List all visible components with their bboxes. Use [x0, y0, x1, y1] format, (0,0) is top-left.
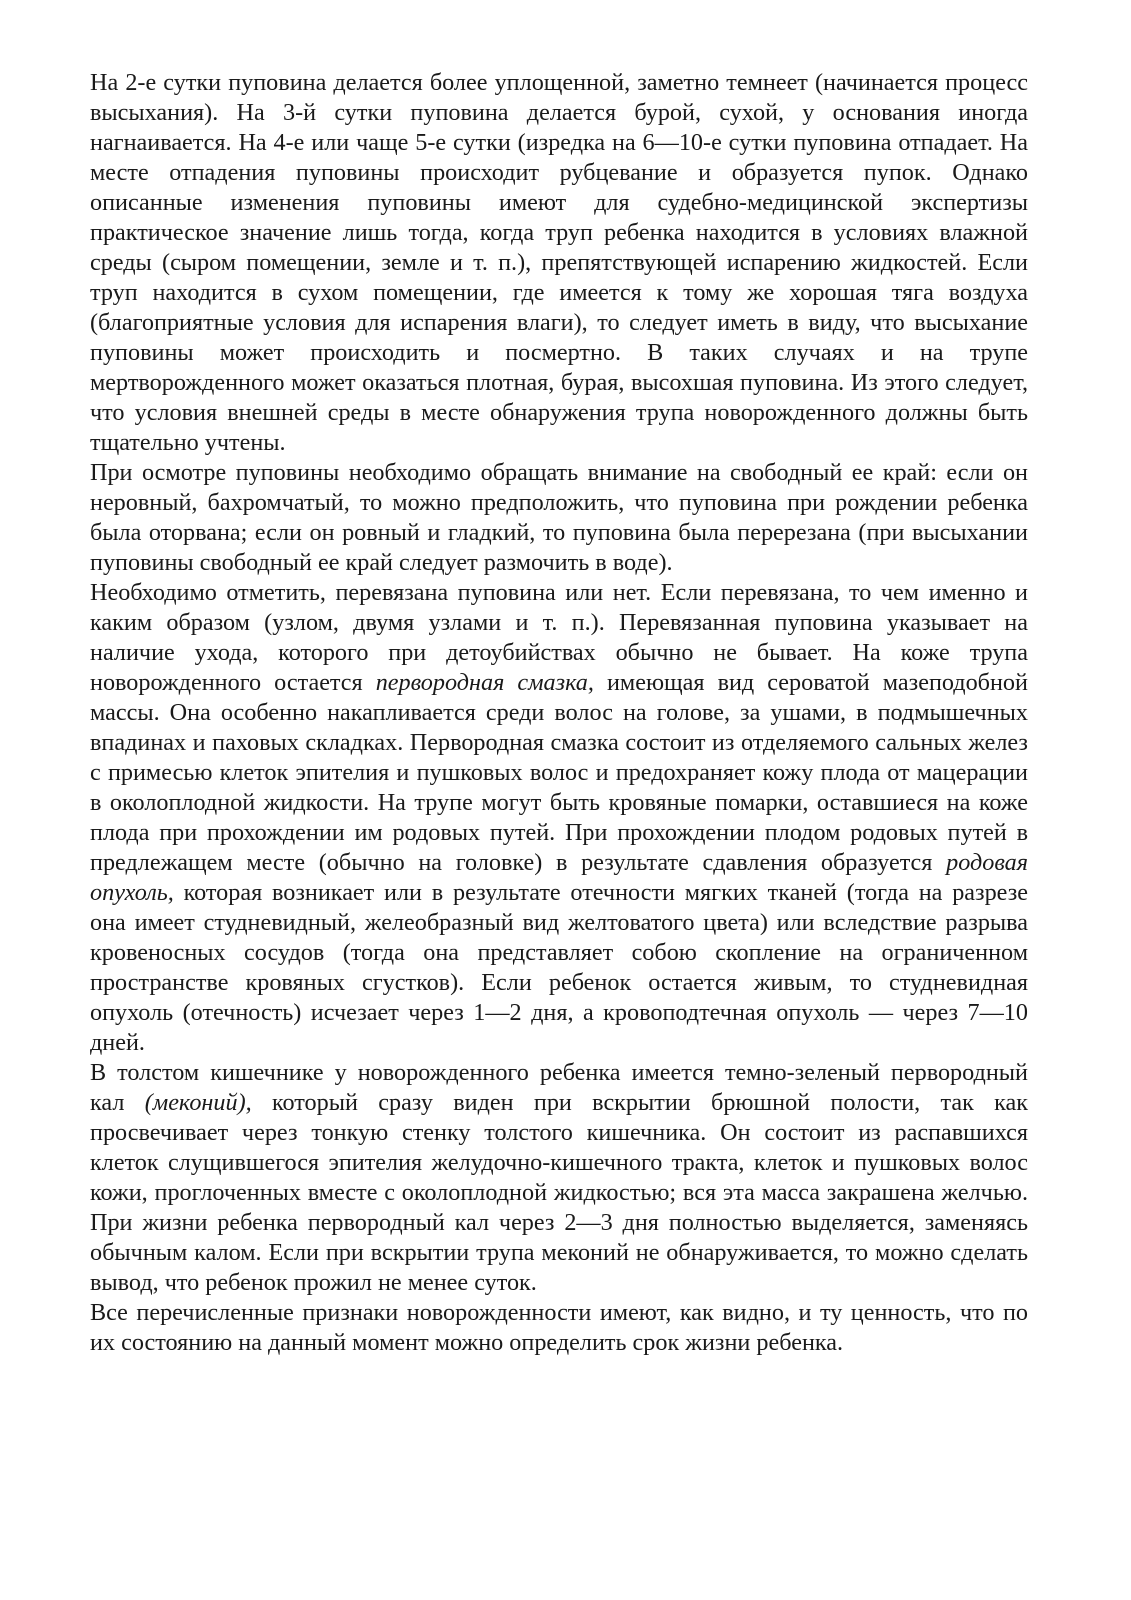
paragraph-text: которая возникает или в результате отечности мягких тканей (тогда на разрезе она имеет студневидный, желеобразный вид желтоватого цвета) или вследствие разрыва кровеносных сосудов (тогда она представляет собою скопление на ограниченном пространстве кровяных сгустков). Если ребенок остается живым, то студневидная опухоль (отечность) исчезает через 1—2 дня, а кровоподтечная опухоль — через 7—10 дней. [90, 879, 1028, 1056]
paragraph-text: имеющая вид сероватой мазеподобной массы. Она особенно накапливается среди волос на голове, за ушами, в подмышечных впадинах и паховых складках. Первородная смазка состоит из отделяемого сальных желез с примесью клеток эпителия и пушковых волос и предохраняет кожу плода от мацерации в околоплодной жидкости. На трупе могут быть кровяные помарки, оставшиеся на коже плода при прохождении им родовых путей. При прохождении плодом родовых путей в предлежащем месте (обычно на головке) в результате сдавления образуется [90, 669, 1028, 876]
paragraph-text: который сразу виден при вскрытии брюшной полости, так как просвечивает через тонкую стенку толстого кишечника. Он состоит из распавшихся клеток слущившегося эпителия желудочно-кишечного тракта, клеток и пушковых волос кожи, проглоченных вместе с околоплодной жидкостью; вся эта масса закрашена желчью. При жизни ребенка первородный кал через 2—3 дня полностью выделяется, заменяясь обычным калом. Если при вскрытии трупа меконий не обнаруживается, то можно сделать вывод, что ребенок прожил не менее суток. [90, 1089, 1028, 1296]
italic-term-vernix: первородная смазка, [375, 669, 594, 696]
italic-term-meconium: (меконий), [144, 1089, 252, 1116]
italic-term-birth-tumor: родовая опухоль, [90, 849, 1028, 906]
paragraph-cord-free-edge [90, 458, 1028, 578]
paragraph-text: При осмотре пуповины необходимо обращать внимание на свободный ее край: если он неровный, бахромчатый, то можно предположить, что пуповина при рождении ребенка была оторвана; если он ровный и гладкий, то пуповина была перерезана (при высыхании пуповины свободный ее край следует размочить в воде). [90, 459, 1028, 576]
paragraph-conclusion [90, 1298, 1028, 1358]
paragraph-text: Все перечисленные признаки новорожденности имеют, как видно, и ту ценность, что по их состоянию на данный момент можно определить срок жизни ребенка. [90, 1299, 1028, 1356]
paragraph-text: На 2-е сутки пуповина делается более уплощенной, заметно темнеет (начинается процесс высыхания). На 3-й сутки пуповина делается бурой, сухой, у основания иногда нагнаивается. На 4-е или чаще 5-е сутки (изредка на 6—10-е сутки пуповина отпадает. На месте отпадения пуповины происходит рубцевание и образуется пупок. Однако описанные изменения пуповины имеют для судебно-медицинской экспертизы практическое значение лишь тогда, когда труп ребенка находится в условиях влажной среды (сыром помещении, земле и т. п.), препятствующей испарению жидкостей. Если труп находится в сухом помещении, где имеется к тому же хорошая тяга воздуха (благоприятные условия для испарения влаги), то следует иметь в виду, что высыхание пуповины может происходить и посмертно. В таких случаях и на трупе мертворожденного может оказаться плотная, бурая, высохшая пуповина. Из этого следует, что условия внешней среды в месте обнаружения трупа новорожденного должны быть тщательно учтены. [90, 69, 1028, 456]
paragraph-cord-ligation-and-vernix [90, 578, 1028, 1058]
paragraph-text: Необходимо отметить, перевязана пуповина или нет. Если перевязана, то чем именно и каким образом (узлом, двумя узлами и т. п.). Перевязанная пуповина указывает на наличие ухода, которого при детоубийствах обычно не бывает. На коже трупа новорожденного остается [90, 579, 1028, 696]
paragraph-umbilical-cord-drying [90, 68, 1028, 458]
paragraph-text: В толстом кишечнике у новорожденного ребенка имеется темно-зеленый первородный кал [90, 1059, 1028, 1116]
paragraph-meconium [90, 1058, 1028, 1298]
document-page [90, 68, 1028, 1358]
